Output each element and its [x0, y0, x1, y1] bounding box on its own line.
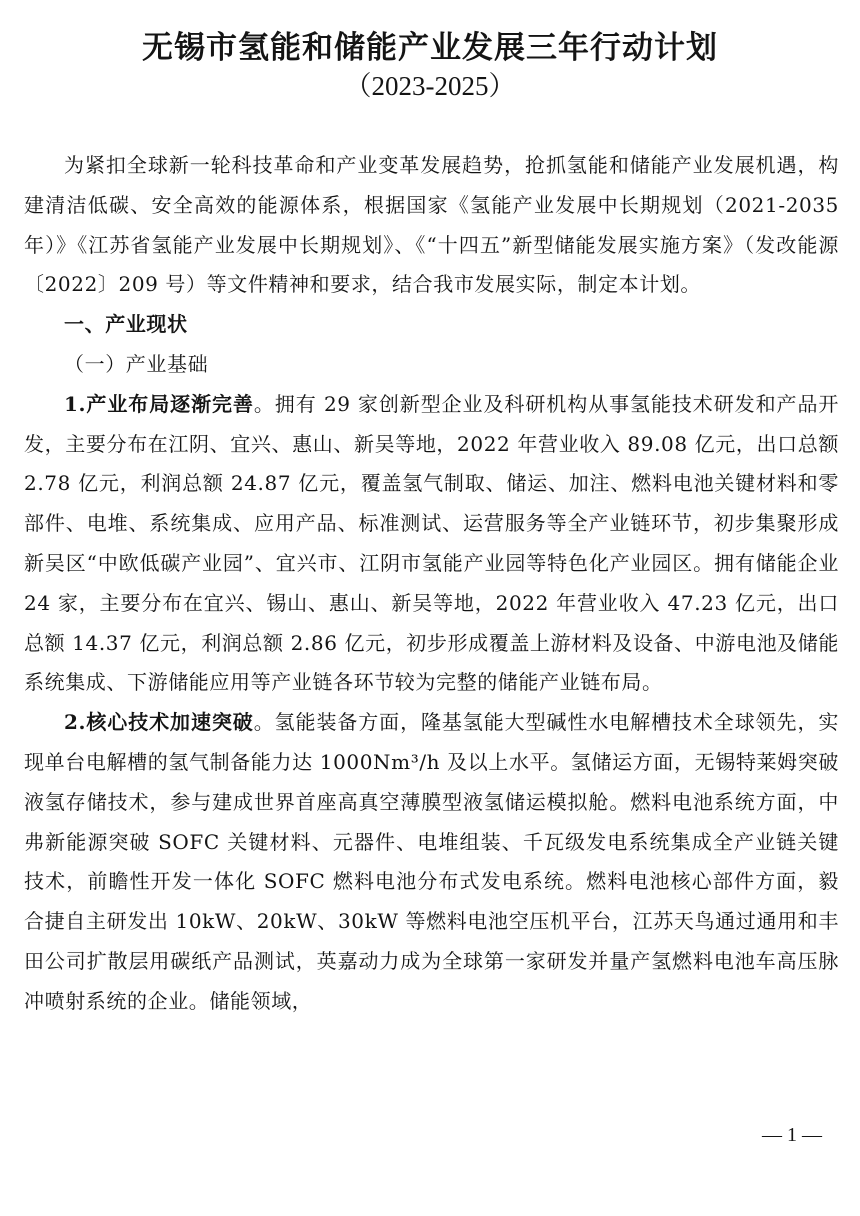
page-number: — 1 —: [762, 1124, 822, 1146]
document-subtitle: （2023-2025）: [344, 71, 516, 101]
item-1-paragraph: [24, 385, 839, 703]
item-2-lead: 2.核心技术加速突破: [64, 710, 254, 735]
subsection-heading: （一）产业基础: [64, 351, 209, 376]
item-2-paragraph: [24, 703, 839, 1021]
document-title: 无锡市氢能和储能产业发展三年行动计划: [142, 30, 718, 66]
item-2-text: 。氢能装备方面，隆基氢能大型碱性水电解槽技术全球领先，实现单台电解槽的氢气制备能力达 1000Nm³/h 及以上水平。氢储运方面，无锡特莱姆突破液氢存储技术，参与建成世界首座高真空薄膜型液氢储运模拟舱。燃料电池系统方面，中弗新能源突破 SOFC 关键材料、元器件、电堆组装、千瓦级发电系统集成全产业链关键技术，前瞻性开发一体化 SOFC 燃料电池分布式发电系统。燃料电池核心部件方面，毅合捷自主研发出 10kW、20kW、30kW 等燃料电池空压机平台，江苏天鸟通过通用和丰田公司扩散层用碳纸产品测试，英嘉动力成为全球第一家研发并量产氢燃料电池车高压脉冲喷射系统的企业。储能领域，: [24, 710, 839, 1013]
item-1-lead: 1.产业布局逐渐完善: [64, 391, 254, 416]
intro-paragraph: 为紧扣全球新一轮科技革命和产业变革发展趋势，抢抓氢能和储能产业发展机遇，构建清洁低碳、安全高效的能源体系，根据国家《氢能产业发展中长期规划（2021-2035 年）》《江苏省氢能产业发展中长期规划》、《“十四五”新型储能发展实施方案》（发改能源〔2022〕209 号）等文件精神和要求，结合我市发展实际，制定本计划。: [24, 153, 839, 297]
section-heading: 一、产业现状: [64, 312, 188, 337]
document-body: [24, 146, 839, 1022]
item-1-text: 。拥有 29 家创新型企业及科研机构从事氢能技术研发和产品开发，主要分布在江阴、宜兴、惠山、新吴等地，2022 年营业收入 89.08 亿元，出口总额 2.78 亿元，利润总额 24.87 亿元，覆盖氢气制取、储运、加注、燃料电池关键材料和零部件、电堆、系统集成、应用产品、标准测试、运营服务等全产业链环节，初步集聚形成新吴区“中欧低碳产业园”、宜兴市、江阴市氢能产业园等特色化产业园区。拥有储能企业 24 家，主要分布在宜兴、锡山、惠山、新吴等地，2022 年营业收入 47.23 亿元，出口总额 14.37 亿元，利润总额 2.86 亿元，初步形成覆盖上游材料及设备、中游电池及储能系统集成、下游储能应用等产业链各环节较为完整的储能产业链布局。: [24, 391, 839, 695]
